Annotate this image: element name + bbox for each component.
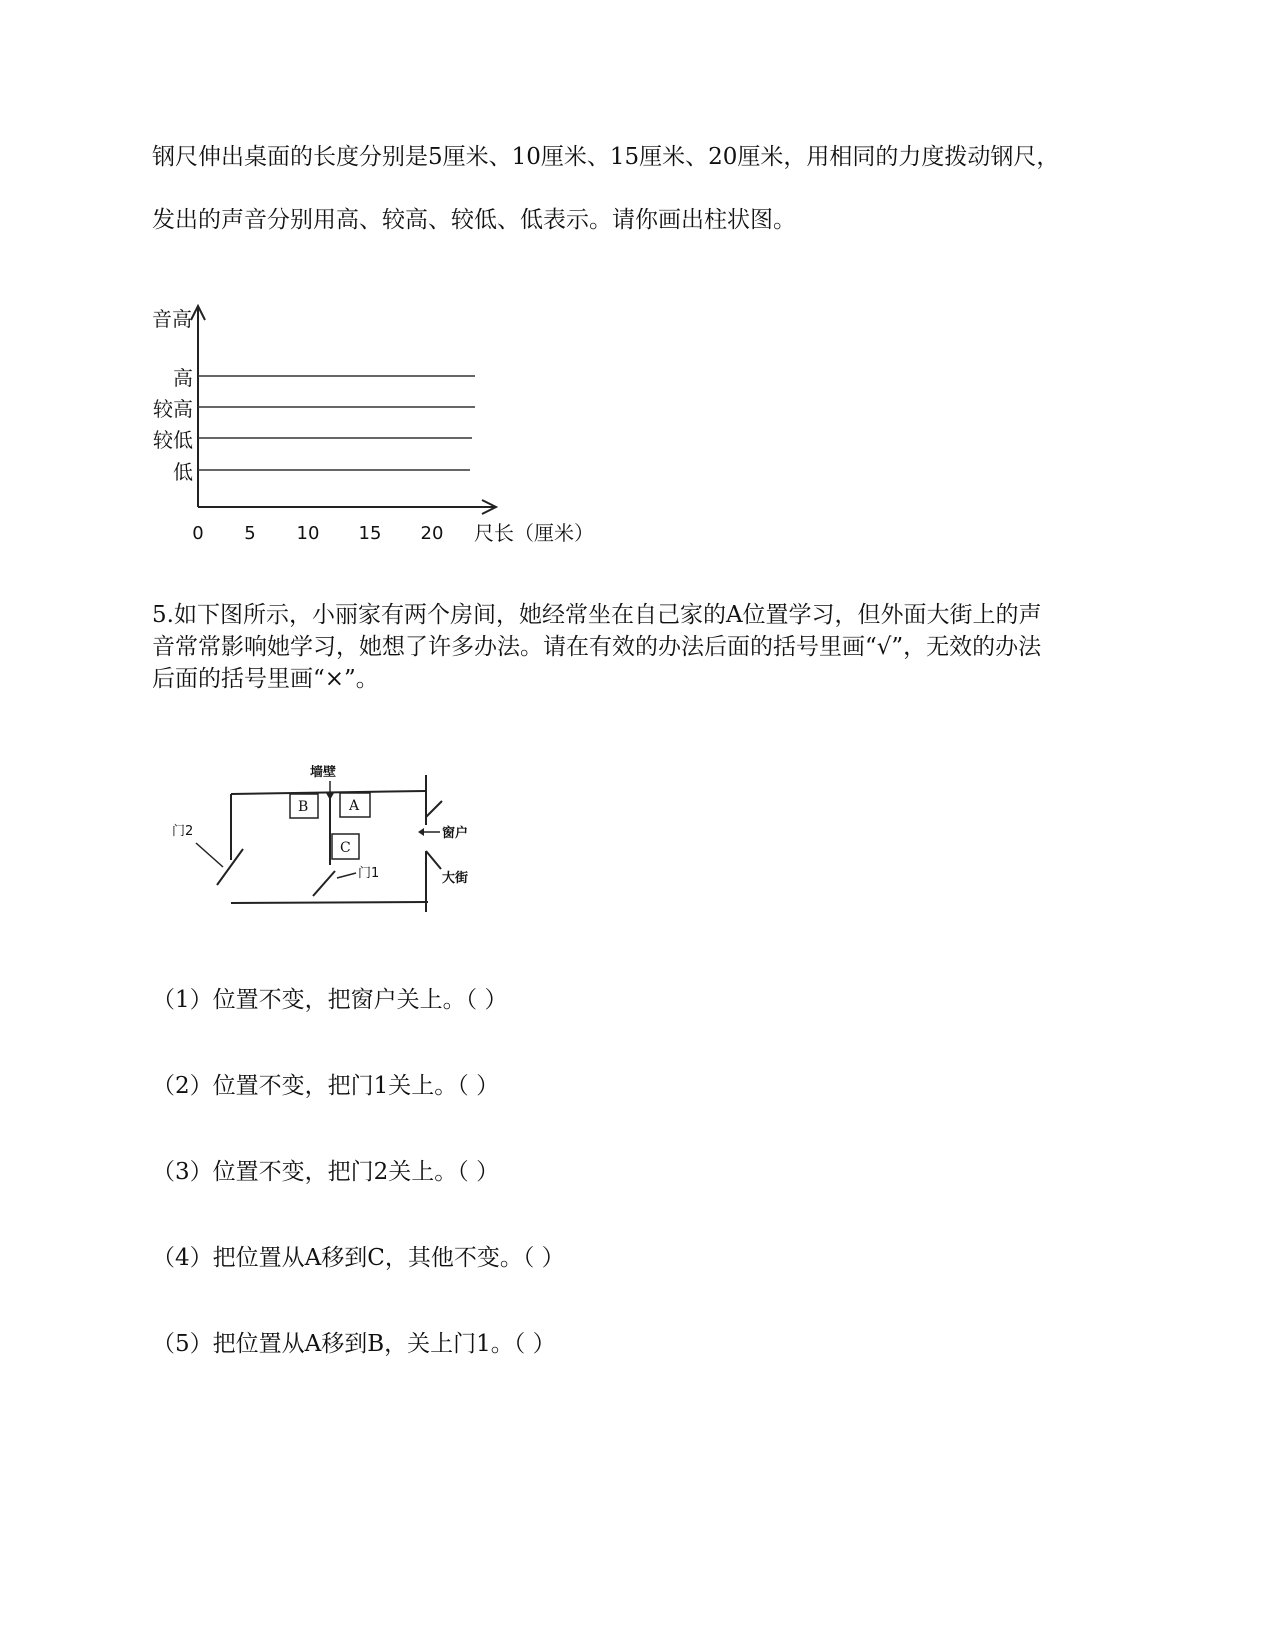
y-level-label: 高 xyxy=(173,366,193,390)
window-leaf-lower xyxy=(426,851,441,869)
y-level-labels xyxy=(153,366,193,484)
pitch-chart xyxy=(140,300,610,560)
window-leaf-upper xyxy=(426,801,442,817)
x-tick-label: 0 xyxy=(192,523,204,544)
x-tick-label: 15 xyxy=(358,523,382,544)
x-tick-label: 10 xyxy=(296,523,320,544)
street-label: 大街 xyxy=(442,871,469,886)
y-level-label: 较高 xyxy=(153,397,193,421)
door1-leaf xyxy=(313,871,335,896)
room-diagram xyxy=(170,765,490,930)
problem5-text-line1: 5.如下图所示，小丽家有两个房间，她经常坐在自己家的A位置学习，但外面大街上的声 xyxy=(152,602,1042,628)
x-axis-label: 尺长（厘米） xyxy=(474,521,594,545)
grid-lines xyxy=(198,376,475,470)
window-arrow-head xyxy=(418,828,424,836)
problem4-text-line2: 发出的声音分别用高、较高、较低、低表示。请你画出柱状图。 xyxy=(152,207,796,233)
window-label: 窗户 xyxy=(442,826,469,841)
option-2: （2）位置不变，把门1关上。（ ） xyxy=(152,1073,500,1099)
x-tick-labels xyxy=(192,523,443,544)
door1-label: 门1 xyxy=(358,866,380,881)
position-c-label: C xyxy=(340,840,351,856)
option-3: （3）位置不变，把门2关上。（ ） xyxy=(152,1159,500,1185)
door2-label: 门2 xyxy=(172,824,194,839)
y-level-label: 低 xyxy=(173,460,193,484)
position-a-label: A xyxy=(349,798,360,814)
wall-label: 墙壁 xyxy=(310,765,337,780)
bottom-wall xyxy=(231,902,428,903)
x-tick-label: 20 xyxy=(420,523,444,544)
door2-pointer xyxy=(196,843,223,867)
x-tick-label: 5 xyxy=(244,523,256,544)
option-5: （5）把位置从A移到B，关上门1。（ ） xyxy=(152,1331,556,1357)
door1-pointer xyxy=(337,873,356,878)
option-1: （1）位置不变，把窗户关上。（ ） xyxy=(152,987,508,1013)
position-b-label: B xyxy=(298,799,309,815)
problem5-text-line3: 后面的括号里画“×”。 xyxy=(152,666,379,692)
problem4-text-line1: 钢尺伸出桌面的长度分别是5厘米、10厘米、15厘米、20厘米，用相同的力度拨动钢尺， xyxy=(152,144,1060,170)
y-axis-label: 音高 xyxy=(152,307,192,331)
option-4: （4）把位置从A移到C，其他不变。（ ） xyxy=(152,1245,565,1271)
problem5-text-line2: 音常常影响她学习，她想了许多办法。请在有效的办法后面的括号里画“√”，无效的办法 xyxy=(152,634,1042,660)
y-level-label: 较低 xyxy=(153,428,193,452)
